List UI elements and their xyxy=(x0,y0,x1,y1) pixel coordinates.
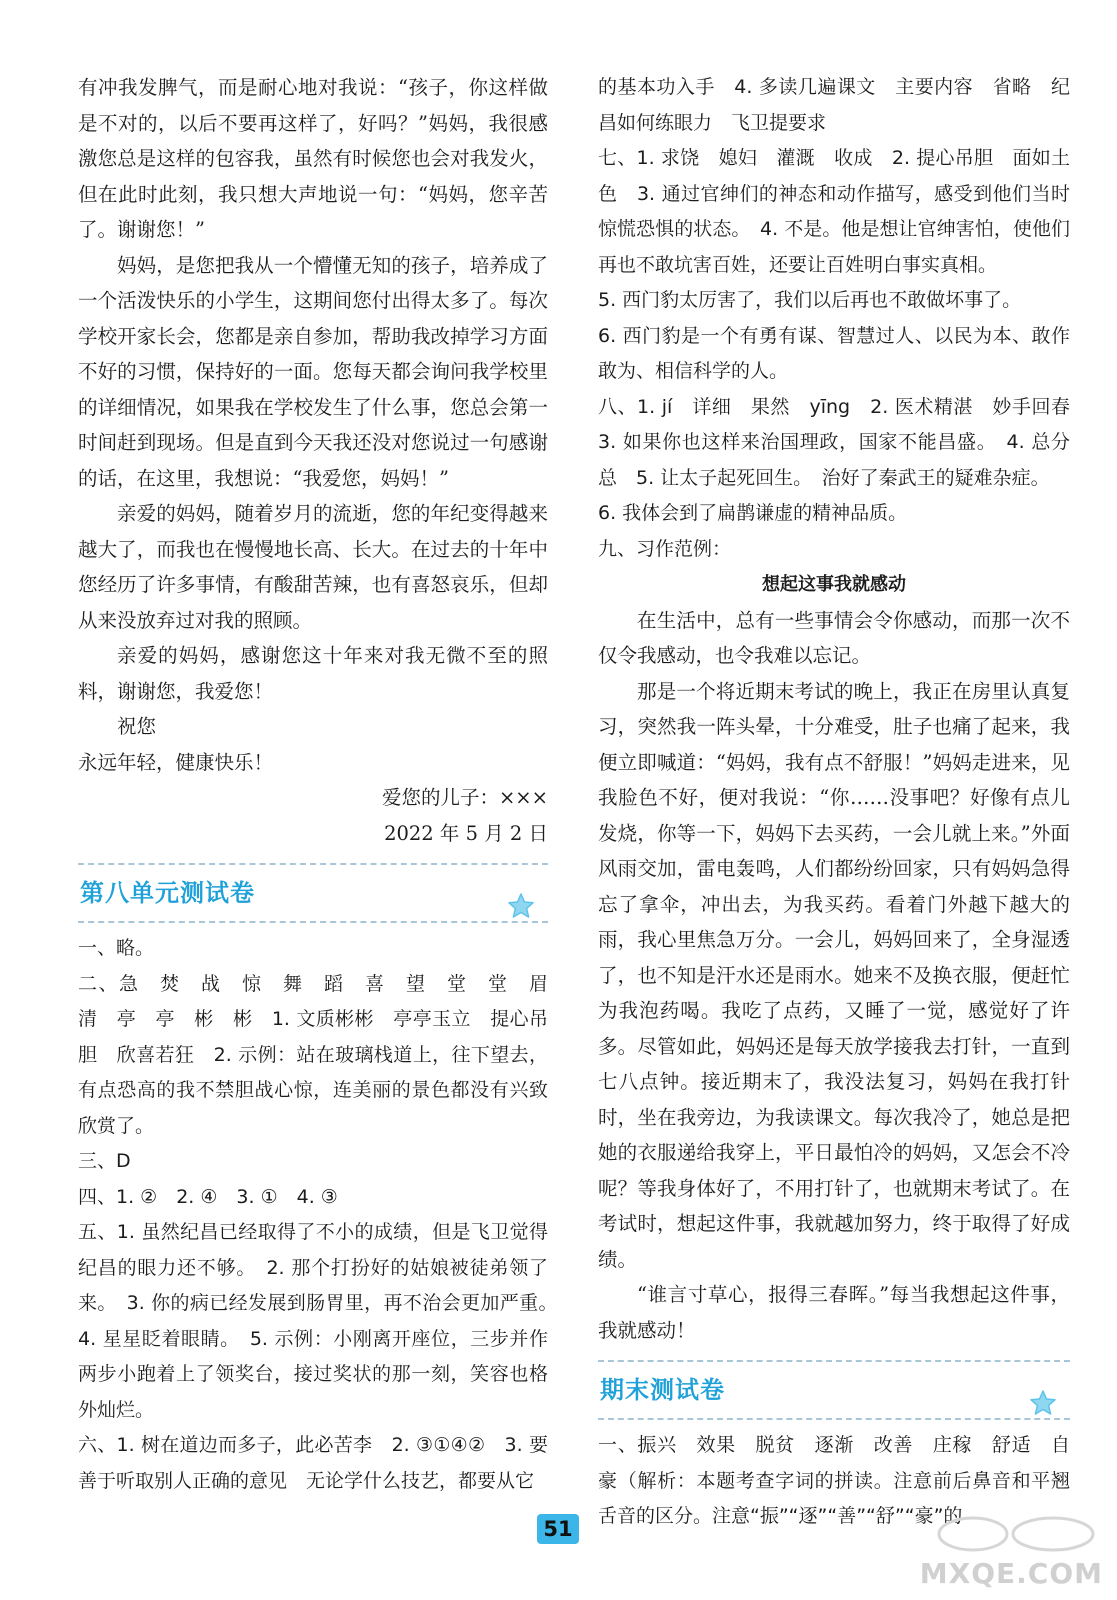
letter-wish: 永远年轻，健康快乐！ xyxy=(78,750,274,774)
letter-paragraph: 亲爱的妈妈，感谢您这十年来对我无微不至的照料，谢谢您，我爱您！ xyxy=(78,644,548,703)
divider xyxy=(78,921,548,923)
answer-item: 五、1. 虽然纪昌已经取得了不小的成绩，但是飞卫觉得纪昌的眼力还不够。 2. 那个打扮好的姑娘被徒弟领了来。 3. 你的病已经发展到肠胃里，再不治会更加严重。 4. 星星眨着眼睛。 5. 示例：小刚离开座位，三步并作两步小跑着上了领奖台，接过奖状的那一刻，笑容也格外灿烂。 xyxy=(78,1221,568,1421)
answer-item: 5. 西门豹太厉害了，我们以后再也不敢做坏事了。 xyxy=(598,289,1022,311)
section-title: 期末测试卷 xyxy=(600,1376,725,1404)
answer-item: 6. 西门豹是一个有勇有谋、智慧过人、以民为本、敢作敢为、相信科学的人。 xyxy=(598,324,1070,382)
watermark-logo-icon xyxy=(933,1514,1103,1554)
star-icon xyxy=(1028,1388,1058,1418)
answer-item: 6. 我体会到了扁鹊谦虚的精神品质。 xyxy=(598,502,908,524)
essay-paragraph: 那是一个将近期末考试的晚上，我正在房里认真复习，突然我一阵头晕，十分难受，肚子也痛了起来，我便立即喊道：“妈妈，我有点不舒服！”妈妈走进来，见我脸色不好，便对我说：“你……没事吧？好像有点儿发烧，你等一下，妈妈下去买药，一会儿就上来。”外面风雨交加，雷电轰鸣，人们都纷纷回家，只有妈妈急得忘了拿伞，冲出去，为我买药。看着门外越下越大的雨，我心里焦急万分。一会儿，妈妈回来了，全身湿透了，也不知是汗水还是雨水。她来不及换衣服，便赶忙为我泡药喝。我吃了点药，又睡了一觉，感觉好了许多。尽管如此，妈妈还是每天放学接我去打针，一直到七八点钟。接近期末了，我没法复习，妈妈在我打针时，坐在我旁边，为我读课文。每次我冷了，她总是把她的衣服递给我穿上，平日最怕冷的妈妈，又怎会不冷呢？等我身体好了，不用打针了，也就期末考试了。在考试时，想起这件事，我就越加努力，终于取得了好成绩。 xyxy=(598,679,1070,1271)
letter-date: 2022 年 5 月 2 日 xyxy=(384,821,548,845)
final-section-header xyxy=(598,1356,1070,1424)
divider xyxy=(598,1418,1070,1420)
unit8-section-header xyxy=(78,859,548,927)
letter-paragraph: 亲爱的妈妈，随着岁月的流逝，您的年纪变得越来越大了，而我也在慢慢地长高、长大。在过去的十年中您经历了许多事情，有酸甜苦辣，也有喜怒哀乐，但却从来没放弃过对我的照顾。 xyxy=(78,502,548,632)
page-number: 51 xyxy=(537,1514,579,1544)
letter-closing: 祝您 xyxy=(117,715,157,738)
answer-item: 九、习作范例： xyxy=(598,537,732,560)
answer-item: 八、1. jí 详细 果然 yīng 2. 医术精湛 妙手回春 3. 如果你也这样来治国理政，国家不能昌盛。 4. 总分总 5. 让太子起死回生。 治好了秦武王的疑难杂症。 xyxy=(598,395,1090,489)
answer-item: 一、略。 xyxy=(78,937,155,959)
answer-item: 四、1. ② 2. ④ 3. ① 4. ③ xyxy=(78,1185,338,1208)
answer-item: 六、1. 树在道边而多子，此必苦李 2. ③①④② 3. 要善于听取别人正确的意见 无论学什么技艺，都要从它 xyxy=(78,1434,548,1492)
letter-paragraph: 妈妈，是您把我从一个懵懂无知的孩子，培养成了一个活泼快乐的小学生，这期间您付出得太多了。每次学校开家长会，您都是亲自参加，帮助我改掉学习方面不好的习惯，保持好的一面。您每天都会询问我学校里的详细情况，如果我在学校发生了什么事，您总会第一时间赶到现场。但是直到今天我还没对您说过一句感谢的话，在这里，我想说：“我爱您，妈妈！” xyxy=(78,253,548,490)
essay-paragraph: 在生活中，总有一些事情会令你感动，而那一次不仅令我感动，也令我难以忘记。 xyxy=(598,608,1070,667)
answer-item: 的基本功入手 4. 多读几遍课文 主要内容 省略 纪昌如何练眼力 飞卫提要求 xyxy=(598,76,1070,134)
left-column xyxy=(78,70,568,1499)
watermark-text: MXQE.COM xyxy=(919,1557,1103,1590)
essay-paragraph: “谁言寸草心，报得三春晖。”每当我想起这件事，我就感动！ xyxy=(598,1283,1070,1342)
answer-item: 一、振兴 效果 脱贫 逐渐 改善 庄稼 舒适 自豪（解析：本题考查字词的拼读。注意前后鼻音和平翘舌音的区分。注意“振”“逐”“善”“舒”“豪”的 xyxy=(598,1434,1070,1527)
divider xyxy=(78,863,548,865)
answer-item: 三、D xyxy=(78,1150,131,1172)
star-icon xyxy=(506,891,536,921)
letter-signature: 爱您的儿子：××× xyxy=(381,786,548,809)
divider xyxy=(598,1360,1070,1362)
right-column xyxy=(598,70,1090,1535)
section-title: 第八单元测试卷 xyxy=(80,879,255,907)
answer-item: 二、急 焚 战 惊 舞 蹈 喜 望 堂 堂 眉 清 亭 亭 彬 彬 1. 文质彬彬 亭亭玉立 提心吊胆 欣喜若狂 2. 示例：站在玻璃栈道上，往下望去，有点恐高的我不禁胆战心惊，连美丽的景色都没有兴致欣赏了。 xyxy=(78,972,568,1137)
letter-paragraph: 有冲我发脾气，而是耐心地对我说：“孩子，你这样做是不对的，以后不要再这样了，好吗？”妈妈，我很感激您总是这样的包容我，虽然有时候您也会对我发火，但在此时此刻，我只想大声地说一句：“妈妈，您辛苦了。谢谢您！” xyxy=(78,76,548,241)
answer-item: 七、1. 求饶 媳妇 灌溉 收成 2. 提心吊胆 面如土色 3. 通过官绅们的神态和动作描写，感受到他们当时惊慌恐惧的状态。 4. 不是。他是想让官绅害怕，使他们再也不敢坑害百姓，还要让百姓明白事实真相。 xyxy=(598,147,1070,276)
essay-title: 想起这事我就感动 xyxy=(762,574,906,595)
